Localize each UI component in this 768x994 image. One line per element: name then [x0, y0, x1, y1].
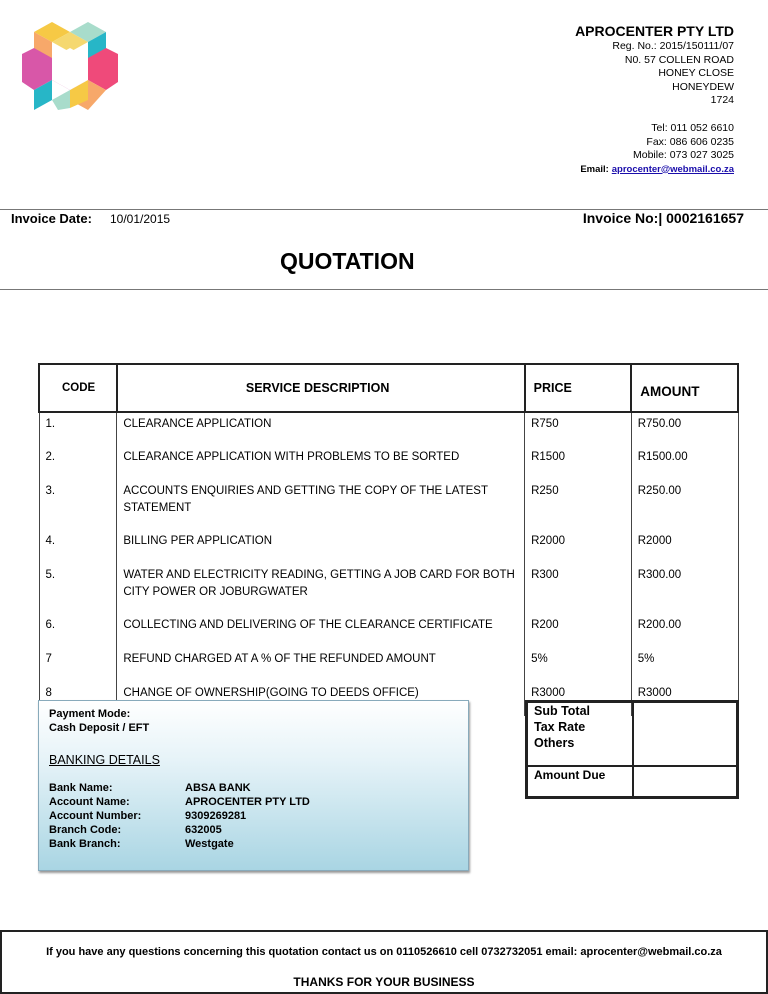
cell-code: 1. [39, 412, 117, 446]
cell-code: 2. [39, 446, 117, 480]
fax: Fax: 086 606 0235 [646, 135, 734, 148]
company-name: APROCENTER PTY LTD [575, 23, 734, 39]
invoice-no: 0002161657 [666, 210, 744, 226]
cell-price: R2000 [525, 530, 632, 564]
footer-thanks: THANKS FOR YOUR BUSINESS [293, 975, 475, 989]
divider [0, 289, 768, 290]
payment-mode-label: Payment Mode: [49, 708, 131, 720]
cell-price: R200 [525, 614, 632, 648]
cell-amount: R250.00 [631, 480, 738, 530]
totals-box [525, 700, 739, 799]
cell-amount: R2000 [631, 530, 738, 564]
others-label: Others [534, 736, 575, 750]
bank-detail-value: APROCENTER PTY LTD [185, 796, 310, 808]
bank-detail-label: Bank Name: [49, 782, 113, 794]
invoice-date: 10/01/2015 [110, 212, 171, 226]
sub-total-label: Sub Total [534, 704, 591, 718]
banking-title: BANKING DETAILS [49, 753, 160, 767]
cell-amount: R200.00 [631, 614, 738, 648]
cell-price: R750 [525, 412, 632, 446]
table-row [39, 614, 738, 648]
table-row [39, 564, 738, 614]
table-row [39, 530, 738, 564]
invoice-date-label: Invoice Date: [11, 211, 92, 226]
bank-detail-row [49, 823, 458, 837]
cell-code: 5. [39, 564, 117, 614]
cell-amount: R750.00 [631, 412, 738, 446]
cell-code: 4. [39, 530, 117, 564]
cell-desc: REFUND CHARGED AT A % OF THE REFUNDED AMOUNT [117, 648, 525, 682]
footer-contact: If you have any questions concerning this quotation contact us on 0110526610 cell 0732732051 email: aprocenter@webmail.co.za [46, 946, 722, 958]
cell-price: 5% [525, 648, 632, 682]
bank-detail-row [49, 809, 458, 823]
col-description: SERVICE DESCRIPTION [117, 364, 525, 412]
cell-price: R1500 [525, 446, 632, 480]
bank-detail-label: Bank Branch: [49, 838, 121, 850]
address-line: HONEY CLOSE [658, 67, 734, 80]
mobile: Mobile: 073 027 3025 [633, 149, 734, 162]
cell-code: 8 [39, 682, 117, 716]
cell-desc: CHANGE OF OWNERSHIP(GOING TO DEEDS OFFICE) [117, 682, 525, 716]
items-table [38, 363, 739, 716]
cell-code: 6. [39, 614, 117, 648]
cell-desc: CLEARANCE APPLICATION [117, 412, 525, 446]
bank-detail-row [49, 795, 458, 809]
cell-price: R250 [525, 480, 632, 530]
cell-amount: R3000 [631, 682, 738, 716]
amount-due-label: Amount Due [527, 766, 633, 797]
bank-detail-value: Westgate [185, 838, 234, 850]
cell-desc: COLLECTING AND DELIVERING OF THE CLEARANCE CERTIFICATE [117, 614, 525, 648]
table-row [39, 648, 738, 682]
cell-code: 3. [39, 480, 117, 530]
col-code: CODE [39, 364, 117, 412]
email-link[interactable]: aprocenter@webmail.co.za [611, 163, 734, 175]
cell-amount: 5% [631, 648, 738, 682]
cell-price: R300 [525, 564, 632, 614]
table-row [39, 412, 738, 446]
payment-mode: Cash Deposit / EFT [49, 722, 150, 734]
invoice-no-label: Invoice No:| [582, 210, 663, 226]
col-price: PRICE [525, 364, 632, 412]
bank-detail-label: Account Number: [49, 810, 142, 822]
amount-due-value [633, 766, 737, 797]
banking-details-box [38, 700, 469, 871]
address-line: 1724 [710, 94, 734, 107]
cell-amount: R300.00 [631, 564, 738, 614]
company-logo [22, 20, 120, 110]
table-row [39, 480, 738, 530]
bank-detail-value: 632005 [185, 824, 222, 836]
cell-desc: WATER AND ELECTRICITY READING, GETTING A JOB CARD FOR BOTH CITY POWER OR JOBURGWATER [117, 564, 525, 614]
cell-desc: BILLING PER APPLICATION [117, 530, 525, 564]
col-amount: AMOUNT [631, 364, 738, 412]
cell-desc: ACCOUNTS ENQUIRIES AND GETTING THE COPY OF THE LATEST STATEMENT [117, 480, 525, 530]
address-line: N0. 57 COLLEN ROAD [624, 53, 734, 66]
bank-detail-value: ABSA BANK [185, 782, 251, 794]
cell-price: R3000 [525, 682, 632, 716]
tel: Tel: 011 052 6610 [651, 121, 734, 134]
bank-detail-row [49, 837, 458, 851]
bank-detail-label: Branch Code: [49, 824, 122, 836]
tax-rate-label: Tax Rate [534, 720, 586, 734]
page-title: QUOTATION [280, 248, 415, 274]
address-line: HONEYDEW [672, 80, 734, 93]
bank-detail-row [49, 781, 458, 795]
reg-no: Reg. No.: 2015/150111/07 [612, 40, 734, 52]
cell-code: 7 [39, 648, 117, 682]
bank-detail-value: 9309269281 [185, 810, 247, 822]
cell-amount: R1500.00 [631, 446, 738, 480]
table-row [39, 446, 738, 480]
bank-detail-label: Account Name: [49, 796, 130, 808]
footer [0, 930, 768, 994]
sub-total-value [633, 702, 737, 766]
email-label: Email: [580, 163, 609, 175]
company-info [575, 22, 734, 176]
cell-desc: CLEARANCE APPLICATION WITH PROBLEMS TO BE SORTED [117, 446, 525, 480]
